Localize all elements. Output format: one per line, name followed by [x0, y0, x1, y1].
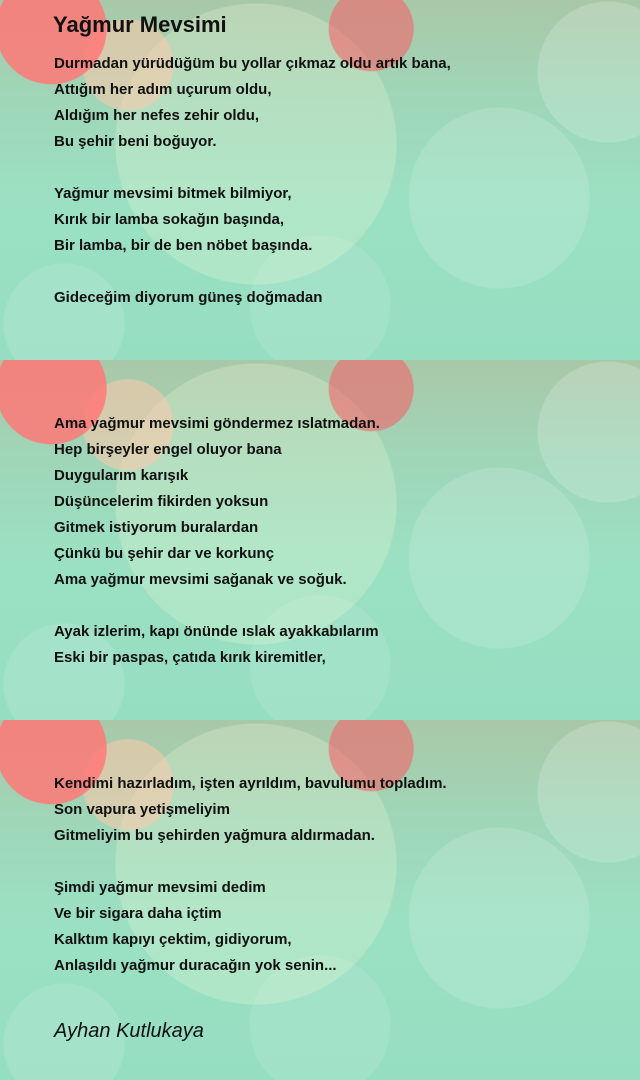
poem-line: Gitmek istiyorum buralardan: [54, 519, 259, 536]
poem-line: Ama yağmur mevsimi sağanak ve soğuk.: [54, 571, 347, 588]
poem-line: Aldığım her nefes zehir oldu,: [54, 107, 260, 124]
stanza-7: [54, 875, 337, 979]
poem-line: Kalktım kapıyı çektim, gidiyorum,: [54, 931, 292, 948]
poem-line: Gideceğim diyorum güneş doğmadan: [54, 289, 323, 306]
poem-line: Attığım her adım uçurum oldu,: [54, 81, 272, 98]
poem-line: Anlaşıldı yağmur duracağın yok senin...: [54, 957, 337, 974]
poem-line: Düşüncelerim fikirden yoksun: [54, 493, 269, 510]
stanza-3: [54, 285, 322, 311]
poem-line: Bu şehir beni boğuyor.: [54, 133, 217, 150]
author-signature: Ayhan Kutlukaya: [54, 1020, 204, 1042]
stanza-5: [54, 619, 379, 671]
stanza-2: [54, 181, 312, 259]
poem-line: Hep birşeyler engel oluyor bana: [54, 441, 282, 458]
poem-page-3: [0, 720, 640, 1080]
poem-line: Kendimi hazırladım, işten ayrıldım, bavulumu topladım.: [54, 775, 447, 792]
stanza-1: [54, 51, 451, 155]
stanza-4: [54, 411, 380, 593]
poem-line: Gitmeliyim bu şehirden yağmura aldırmadan.: [54, 827, 375, 844]
poem-line: Şimdi yağmur mevsimi dedim: [54, 879, 266, 896]
poem-line: Bir lamba, bir de ben nöbet başında.: [54, 237, 313, 254]
poem-line: Ayak izlerim, kapı önünde ıslak ayakkabılarım: [54, 623, 379, 640]
poem-line: Son vapura yetişmeliyim: [54, 801, 230, 818]
poem-line: Çünkü bu şehir dar ve korkunç: [54, 545, 275, 562]
poem-line: Eski bir paspas, çatıda kırık kiremitler,: [54, 649, 326, 666]
poem-line: Ama yağmur mevsimi göndermez ıslatmadan.: [54, 415, 380, 432]
poem-page-1: [0, 0, 640, 360]
poem-line: Kırık bir lamba sokağın başında,: [54, 211, 285, 228]
poem-page-2: [0, 360, 640, 720]
poem-line: Durmadan yürüdüğüm bu yollar çıkmaz oldu artık bana,: [54, 55, 451, 72]
poem-line: Duygularım karışık: [54, 467, 189, 484]
stanza-6: [54, 771, 447, 849]
poem-line: Ve bir sigara daha içtim: [54, 905, 222, 922]
poem-title: Yağmur Mevsimi: [53, 12, 227, 37]
poem-line: Yağmur mevsimi bitmek bilmiyor,: [54, 185, 292, 202]
